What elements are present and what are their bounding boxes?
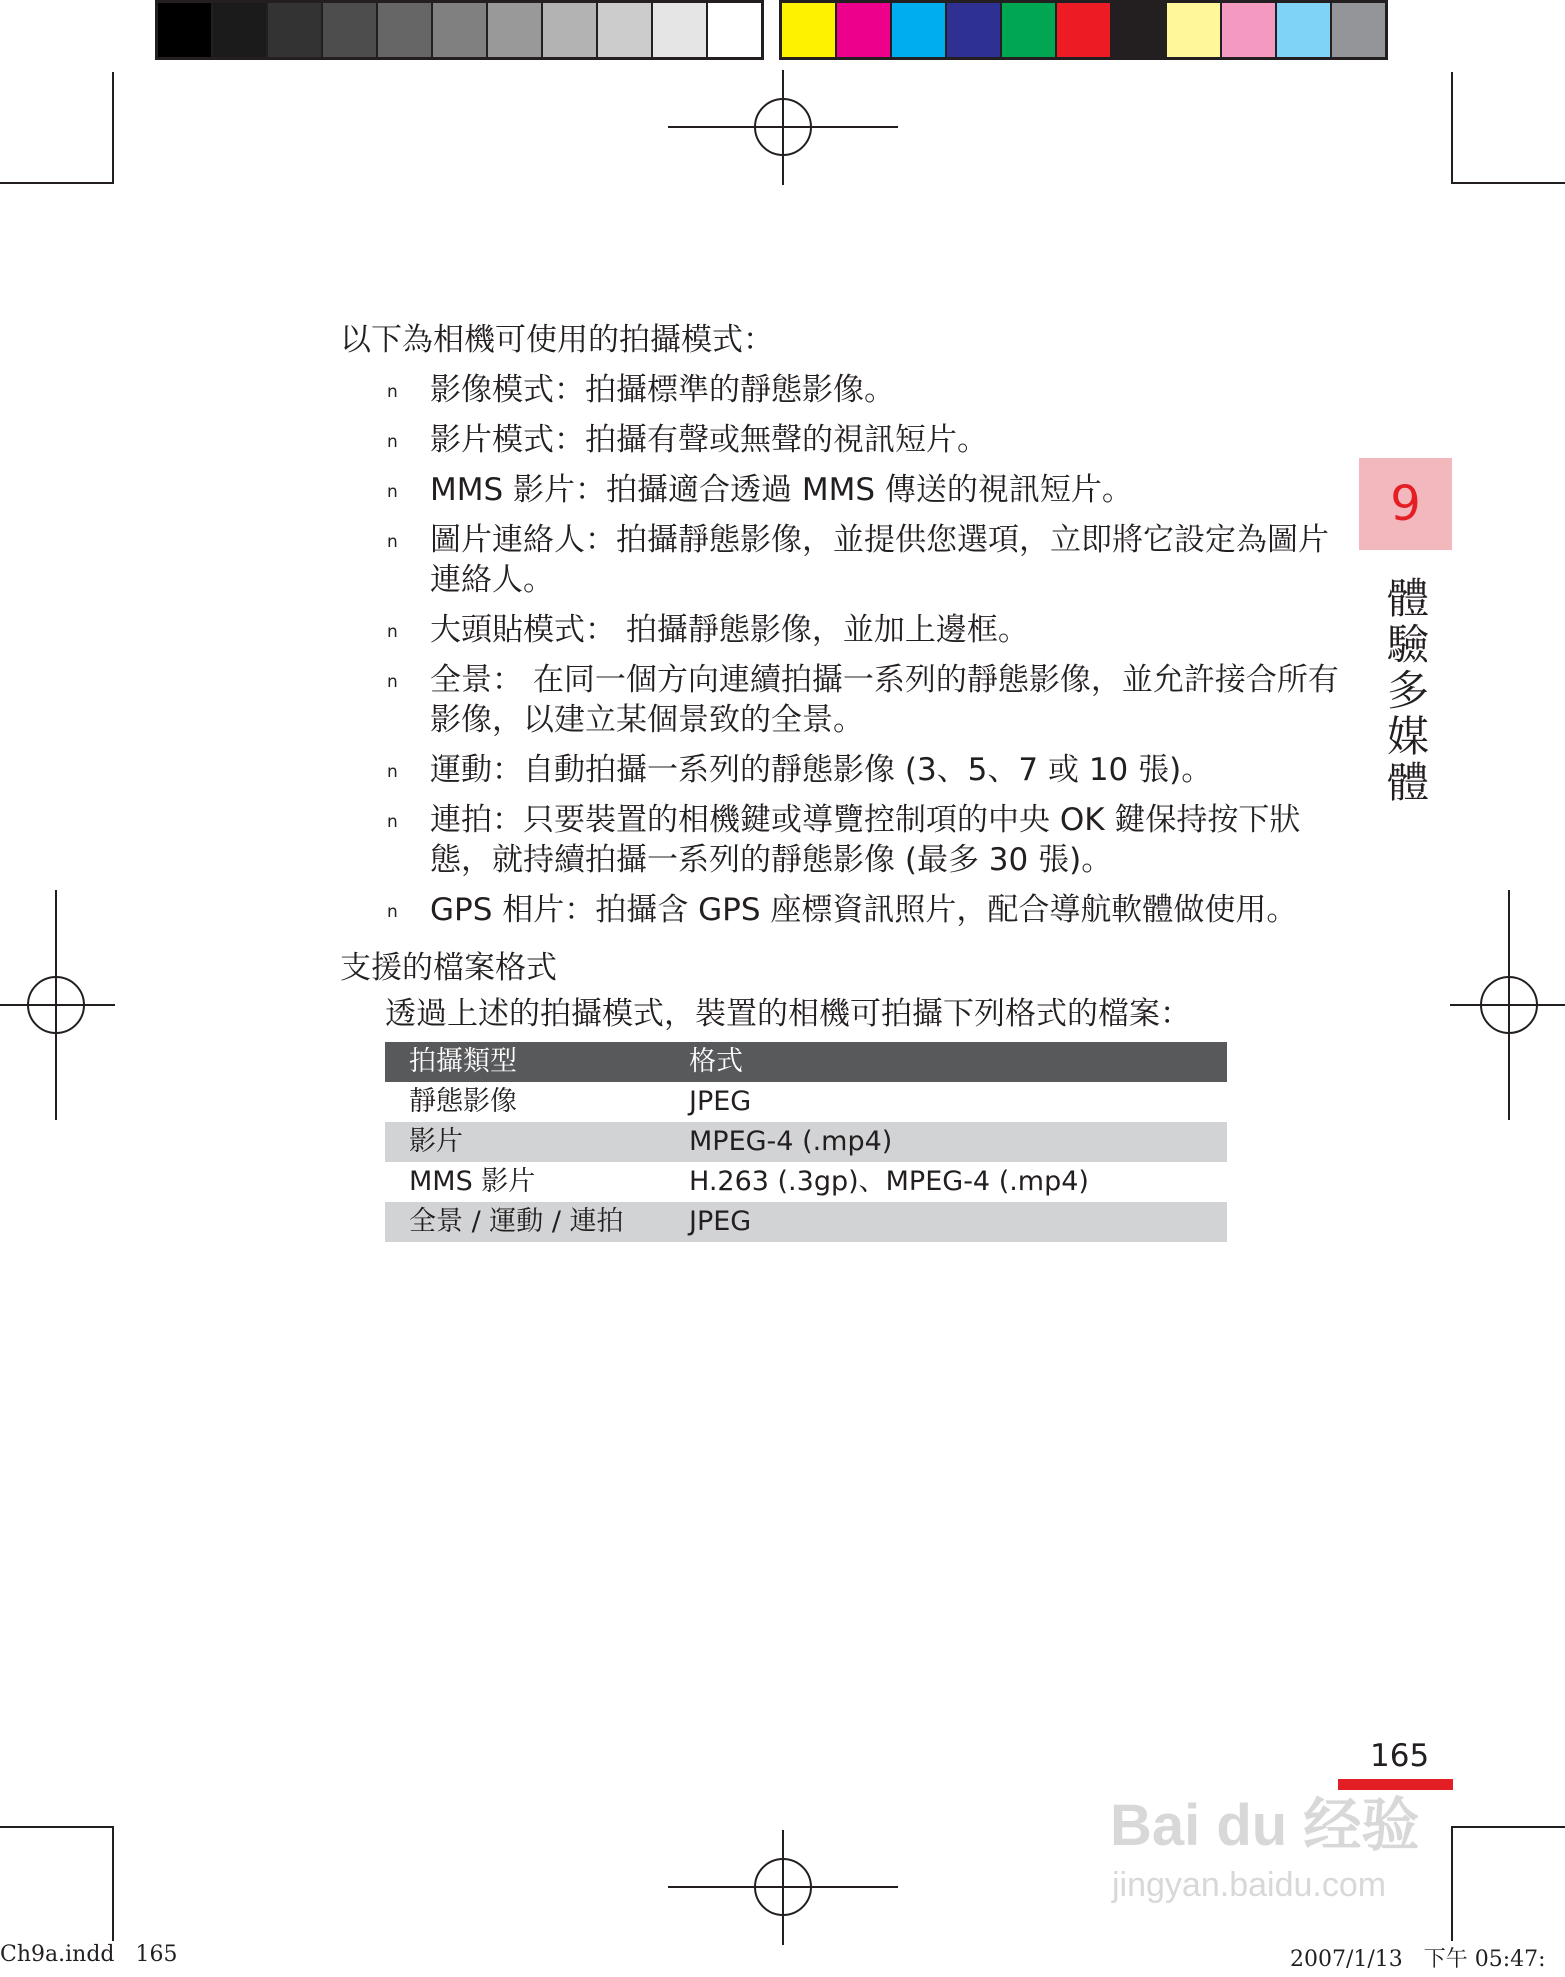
- section-intro: 透過上述的拍攝模式，裝置的相機可拍攝下列格式的檔案：: [385, 996, 1191, 1032]
- table-header-row: [385, 1042, 1227, 1082]
- registration-target-icon: [1450, 950, 1565, 1060]
- slug-left: Ch9a.indd 165: [0, 1942, 178, 1967]
- color-swatch: [892, 3, 947, 57]
- table-cell: JPEG: [689, 1086, 752, 1117]
- intro-text: 以下為相機可使用的拍攝模式：: [340, 322, 774, 358]
- color-swatch: [837, 3, 892, 57]
- table-cell: JPEG: [665, 1202, 1227, 1242]
- table-row: [385, 1122, 1227, 1162]
- crop-mark: [1451, 1826, 1453, 1941]
- watermark-url: jingyan.baidu.com: [1112, 1866, 1387, 1904]
- printer-color-bar: [155, 0, 1403, 60]
- list-item: n 全景： 在同一個方向連續拍攝一系列的靜態影像，並允許接合所有影像，以建立某個景致的全景。: [387, 662, 1339, 738]
- list-item: n MMS 影片：拍攝適合透過 MMS 傳送的視訊短片。: [340, 470, 1340, 510]
- color-swatch: [947, 3, 1002, 57]
- table-cell: MPEG-4 (.mp4): [665, 1122, 1227, 1162]
- color-swatch: [543, 3, 598, 57]
- registration-target-icon: [0, 950, 115, 1060]
- table-row: [385, 1202, 1227, 1242]
- column-header: 拍攝類型: [385, 1042, 665, 1082]
- bullet-icon: n: [387, 482, 398, 502]
- color-swatch: [1057, 3, 1112, 57]
- table-cell: 靜態影像: [409, 1086, 517, 1117]
- color-swatch: [598, 3, 653, 57]
- color-swatch: [782, 3, 837, 57]
- table-cell: H.263 (.3gp)、MPEG-4 (.mp4): [689, 1166, 1089, 1197]
- main-content: [340, 320, 1340, 1242]
- list-item: n 影像模式：拍攝標準的靜態影像。: [340, 370, 1340, 410]
- color-swatch: [1332, 3, 1385, 57]
- table-cell: MMS 影片: [409, 1166, 536, 1197]
- crop-mark: [0, 1826, 114, 1828]
- color-swatch: [433, 3, 488, 57]
- file-format-table: [385, 1042, 1227, 1242]
- watermark-brand: Bai du 经验: [1110, 1793, 1420, 1858]
- color-swatch: [1277, 3, 1332, 57]
- list-item: n 大頭貼模式： 拍攝靜態影像，並加上邊框。: [340, 610, 1340, 650]
- list-item: n 圖片連絡人：拍攝靜態影像，並提供您選項，立即將它設定為圖片連絡人。: [387, 522, 1329, 598]
- chapter-title: 體 驗 多 媒 體: [1386, 574, 1429, 807]
- bullet-icon: n: [387, 812, 398, 832]
- section-heading: 支援的檔案格式: [340, 950, 557, 986]
- grayscale-swatches: [155, 0, 764, 60]
- chapter-tab: 9: [1359, 458, 1452, 550]
- crop-mark: [1451, 182, 1565, 184]
- table-cell: 影片: [385, 1122, 665, 1162]
- color-swatch: [378, 3, 433, 57]
- color-swatch: [653, 3, 708, 57]
- color-swatch: [1002, 3, 1057, 57]
- color-swatch: [323, 3, 378, 57]
- bullet-icon: n: [387, 532, 398, 552]
- color-swatch: [1167, 3, 1222, 57]
- bullet-icon: n: [387, 382, 398, 402]
- bullet-icon: n: [387, 902, 398, 922]
- camera-modes-list: [340, 370, 1340, 930]
- crop-mark: [112, 1826, 114, 1941]
- registration-target-icon: [668, 70, 898, 185]
- crop-mark: [1451, 72, 1453, 184]
- table-cell: 全景 / 運動 / 連拍: [385, 1202, 665, 1242]
- color-swatch: [1112, 3, 1167, 57]
- color-swatch: [268, 3, 323, 57]
- color-swatch: [213, 3, 268, 57]
- color-swatch: [488, 3, 543, 57]
- list-item: n 影片模式：拍攝有聲或無聲的視訊短片。: [340, 420, 1340, 460]
- page-number: 165: [1370, 1738, 1430, 1774]
- crop-mark: [1451, 1826, 1565, 1828]
- table-row: [385, 1082, 1227, 1122]
- registration-target-icon: [668, 1830, 898, 1945]
- table-row: [385, 1162, 1227, 1202]
- crop-mark: [0, 182, 114, 184]
- color-swatch: [158, 3, 213, 57]
- bullet-icon: n: [387, 672, 398, 692]
- crop-mark: [112, 72, 114, 184]
- list-item: n 連拍：只要裝置的相機鍵或導覽控制項的中央 OK 鍵保持按下狀態，就持續拍攝一系列的靜態影像 (最多 30 張)。: [387, 802, 1301, 878]
- bullet-icon: n: [387, 432, 398, 452]
- color-swatches: [779, 0, 1388, 60]
- color-swatch: [1222, 3, 1277, 57]
- slug-right: 2007/1/13 下午 05:47:: [1290, 1947, 1546, 1972]
- column-header: 格式: [665, 1042, 1227, 1082]
- list-item: n 運動：自動拍攝一系列的靜態影像 (3、5、7 或 10 張)。: [340, 750, 1340, 790]
- bullet-icon: n: [387, 622, 398, 642]
- color-swatch: [708, 3, 761, 57]
- bullet-icon: n: [387, 762, 398, 782]
- list-item: n GPS 相片：拍攝含 GPS 座標資訊照片，配合導航軟體做使用。: [340, 890, 1340, 930]
